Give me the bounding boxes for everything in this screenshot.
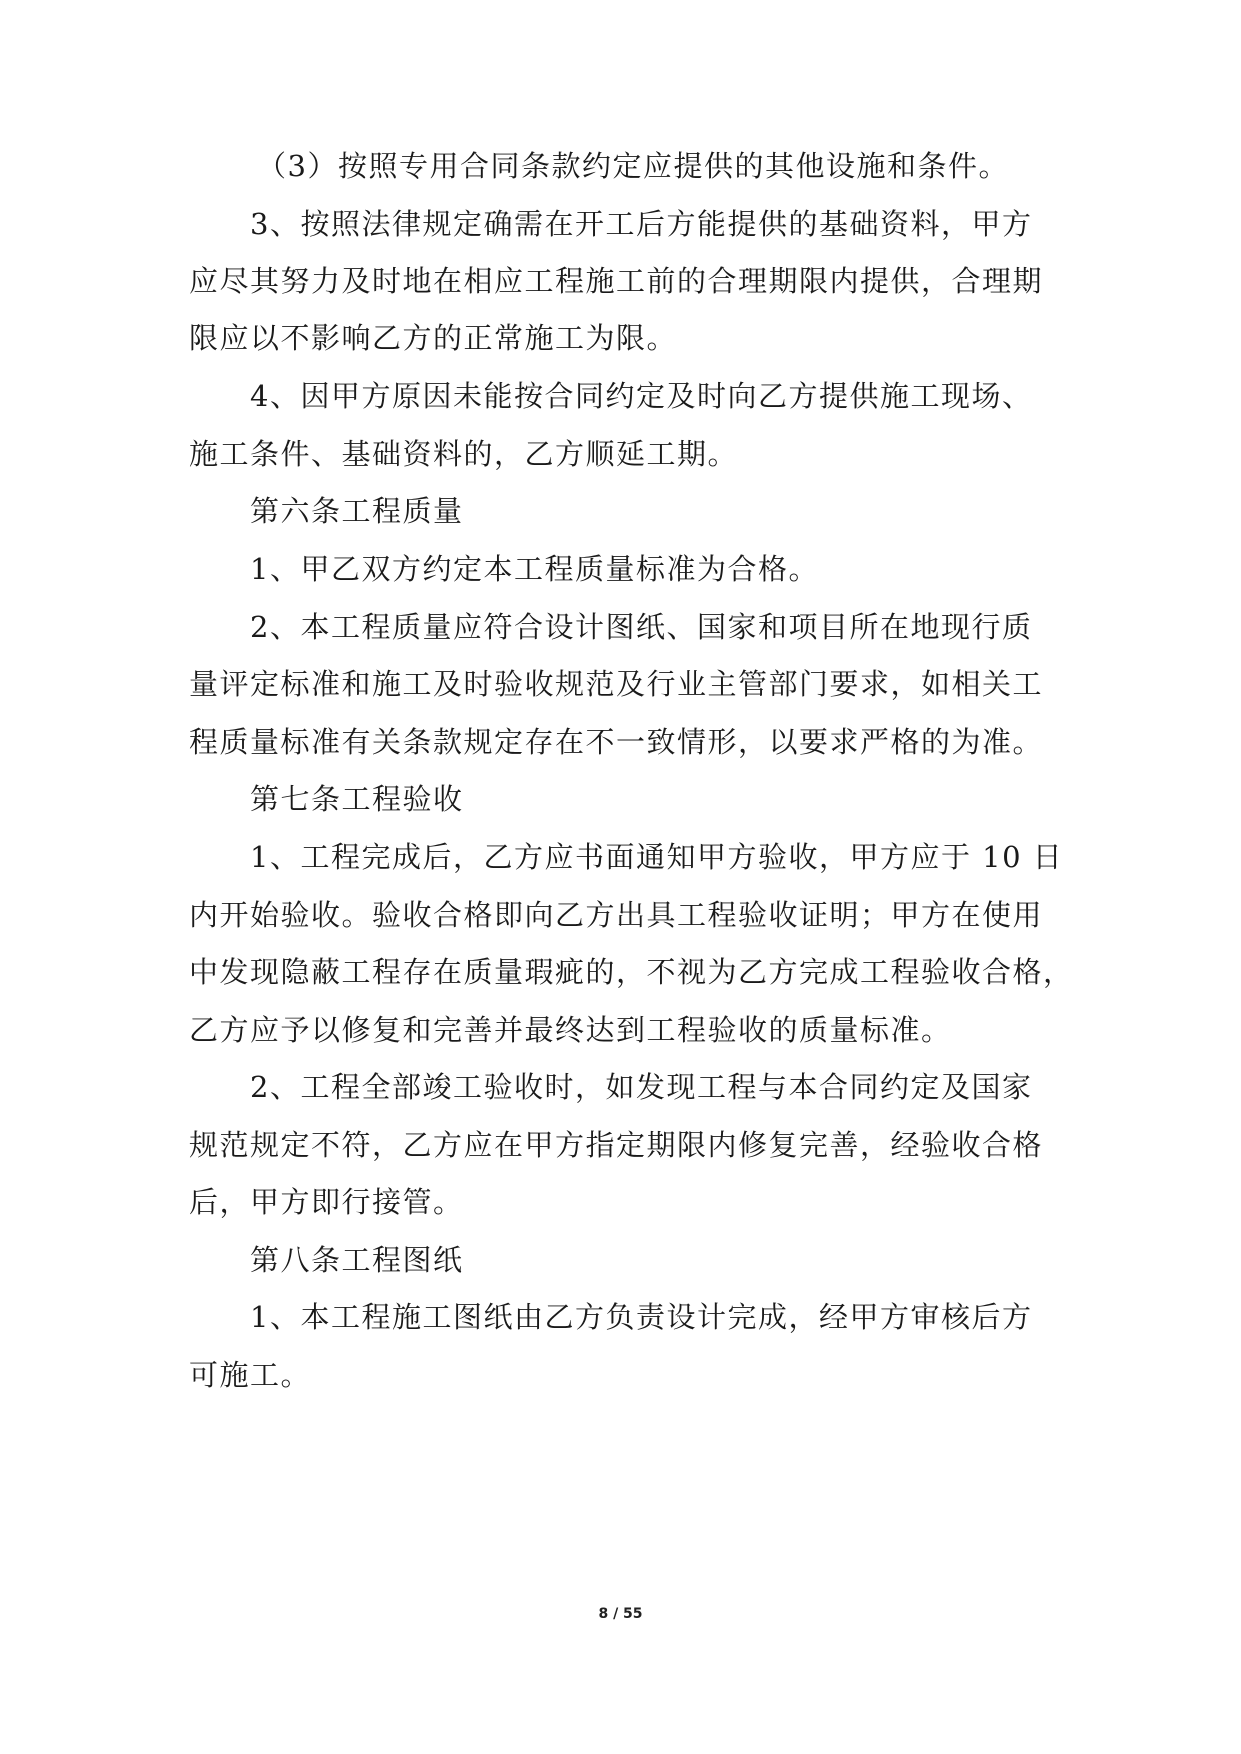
paragraph-line: 可施工。 xyxy=(189,1358,312,1392)
section-heading: 第六条工程质量 xyxy=(250,494,464,528)
paragraph-line: 施工条件、基础资料的，乙方顺延工期。 xyxy=(189,437,739,471)
paragraph-line: （3）按照专用合同条款约定应提供的其他设施和条件。 xyxy=(257,149,1009,183)
section-heading: 第七条工程验收 xyxy=(250,782,464,816)
paragraph-line: 乙方应予以修复和完善并最终达到工程验收的质量标准。 xyxy=(189,1013,952,1047)
paragraph-line: 1、工程完成后，乙方应书面通知甲方验收，甲方应于 10 日 xyxy=(250,840,1064,874)
page-number: 8 / 55 xyxy=(598,1606,643,1622)
paragraph-line: 限应以不影响乙方的正常施工为限。 xyxy=(189,321,678,355)
paragraph-line: 4、因甲方原因未能按合同约定及时向乙方提供施工现场、 xyxy=(250,379,1033,413)
paragraph-line: 中发现隐蔽工程存在质量瑕疵的，不视为乙方完成工程验收合格， xyxy=(189,955,1074,989)
paragraph-line: 2、本工程质量应符合设计图纸、国家和项目所在地现行质 xyxy=(250,610,1033,644)
paragraph-line: 量评定标准和施工及时验收规范及行业主管部门要求，如相关工 xyxy=(189,667,1044,701)
paragraph-line: 2、工程全部竣工验收时，如发现工程与本合同约定及国家 xyxy=(250,1070,1033,1104)
paragraph-line: 1、甲乙双方约定本工程质量标准为合格。 xyxy=(250,552,819,586)
paragraph-line: 1、本工程施工图纸由乙方负责设计完成，经甲方审核后方 xyxy=(250,1300,1033,1334)
paragraph-line: 后，甲方即行接管。 xyxy=(189,1185,464,1219)
section-heading: 第八条工程图纸 xyxy=(250,1243,464,1277)
paragraph-line: 内开始验收。验收合格即向乙方出具工程验收证明；甲方在使用 xyxy=(189,898,1044,932)
paragraph-line: 3、按照法律规定确需在开工后方能提供的基础资料，甲方 xyxy=(250,207,1033,241)
paragraph-line: 应尽其努力及时地在相应工程施工前的合理期限内提供，合理期 xyxy=(189,264,1044,298)
paragraph-line: 程质量标准有关条款规定存在不一致情形，以要求严格的为准。 xyxy=(189,725,1044,759)
paragraph-line: 规范规定不符，乙方应在甲方指定期限内修复完善，经验收合格 xyxy=(189,1128,1044,1162)
